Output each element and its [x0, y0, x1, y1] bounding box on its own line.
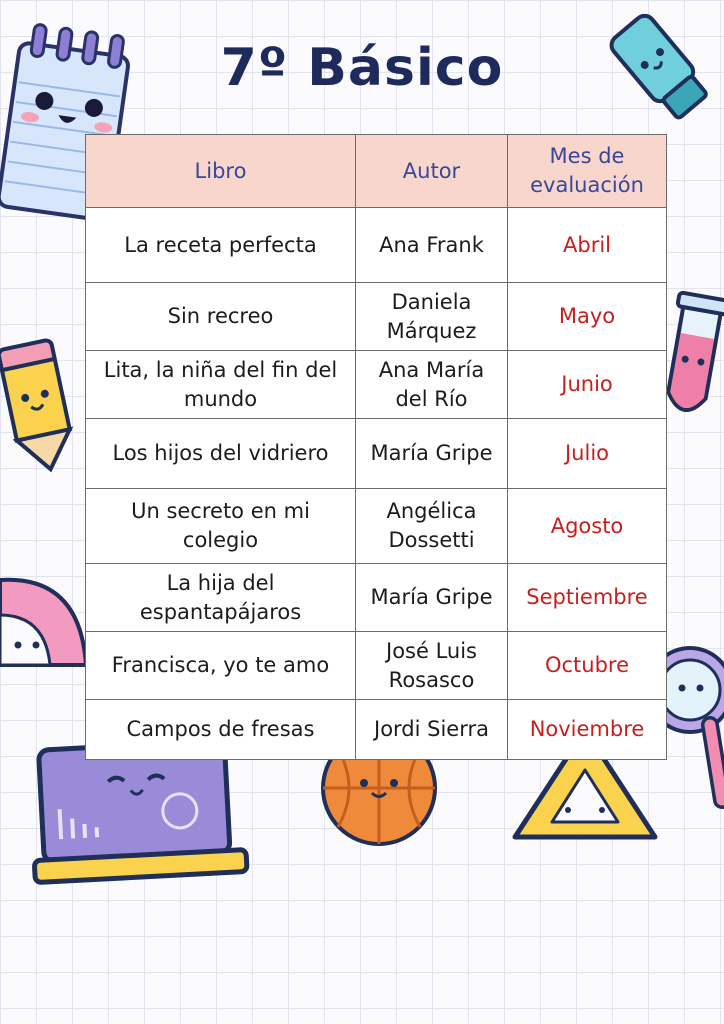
cell-libro: La receta perfecta	[86, 208, 356, 283]
cell-autor: Angélica Dossetti	[356, 489, 508, 564]
cell-mes: Septiembre	[508, 564, 667, 632]
protractor-icon	[0, 570, 90, 685]
pencil-icon	[0, 335, 80, 475]
cell-libro: Un secreto en mi colegio	[86, 489, 356, 564]
cell-mes: Mayo	[508, 283, 667, 351]
cell-libro: Sin recreo	[86, 283, 356, 351]
cell-autor: Ana Frank	[356, 208, 508, 283]
reading-plan-table	[85, 134, 667, 760]
column-header-autor: Autor	[356, 135, 508, 208]
cell-autor: Ana María del Río	[356, 351, 508, 419]
table-row	[86, 489, 667, 564]
table-row	[86, 632, 667, 700]
table-row	[86, 208, 667, 283]
table-row	[86, 351, 667, 419]
cell-libro: Los hijos del vidriero	[86, 419, 356, 489]
cell-mes: Julio	[508, 419, 667, 489]
page-title: 7º Básico	[220, 38, 504, 98]
cell-mes: Agosto	[508, 489, 667, 564]
table-header-row	[86, 135, 667, 208]
cell-mes: Junio	[508, 351, 667, 419]
cell-autor: Daniela Márquez	[356, 283, 508, 351]
cell-mes: Noviembre	[508, 700, 667, 760]
cell-mes: Abril	[508, 208, 667, 283]
cell-autor: María Gripe	[356, 419, 508, 489]
cell-libro: La hija del espantapájaros	[86, 564, 356, 632]
column-header-libro: Libro	[86, 135, 356, 208]
table-row	[86, 283, 667, 351]
table-row	[86, 564, 667, 632]
cell-libro: Campos de fresas	[86, 700, 356, 760]
table-row	[86, 419, 667, 489]
cell-mes: Octubre	[508, 632, 667, 700]
column-header-mes: Mes de evaluación	[508, 135, 667, 208]
cell-autor: Jordi Sierra	[356, 700, 508, 760]
cell-libro: Lita, la niña del fin del mundo	[86, 351, 356, 419]
cell-autor: María Gripe	[356, 564, 508, 632]
cell-autor: José Luis Rosasco	[356, 632, 508, 700]
table-row	[86, 700, 667, 760]
cell-libro: Francisca, yo te amo	[86, 632, 356, 700]
